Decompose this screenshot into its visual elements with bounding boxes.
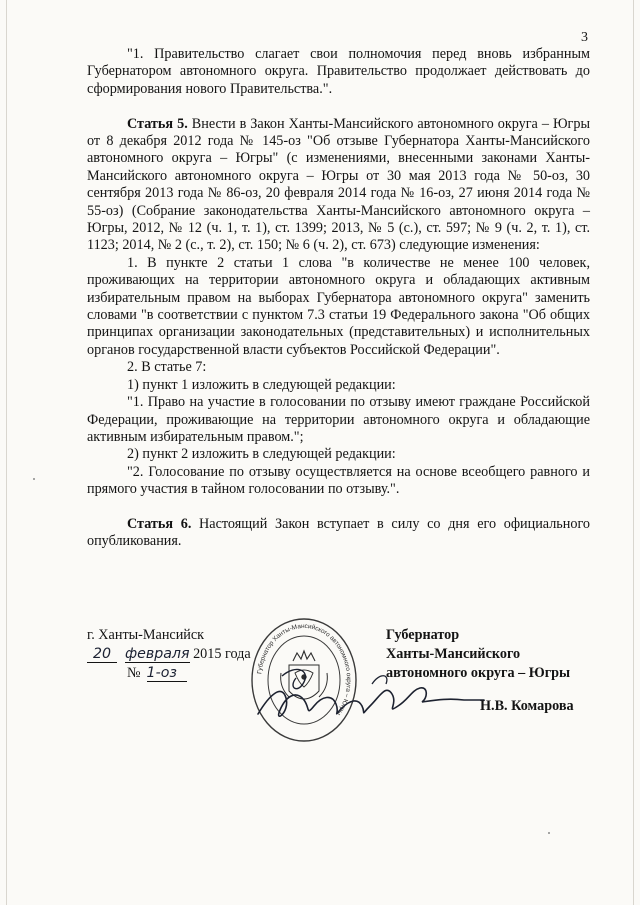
paragraph-point-1-text: "1. Право на участие в голосовании по отзыву имеют граждане Российской Федерации, проживающие на территории автономного округа и обладающие активным избирательным правом."; — [87, 394, 590, 445]
seal-text: Губернатор Ханты-Мансийского автономного округа – Югры — [256, 622, 353, 717]
governor-title-line1: Губернатор — [386, 627, 460, 643]
paragraph-point-2-text: "2. Голосование по отзыву осуществляется на основе всеобщего равного и прямого участия в тайном голосовании по отзыву.". — [87, 463, 590, 498]
law-number — [87, 664, 267, 683]
signing-date — [87, 645, 267, 664]
paragraph-point-2-heading: 2) пункт 2 изложить в следующей редакции: — [127, 446, 396, 463]
article-6-heading: Статья 6. — [127, 515, 192, 532]
scan-left-edge — [6, 0, 7, 905]
paragraph-point-1-heading: 1) пункт 1 изложить в следующей редакции: — [127, 376, 396, 393]
governor-title-line3: автономного округа – Югры — [386, 665, 571, 681]
paragraph-article-6: Статья 6. Настоящий Закон вступает в силу со дня его официального опубликования. — [87, 515, 591, 550]
paragraph-amendment-1: 1. В пункте 2 статьи 1 слова "в количестве не менее 100 человек, проживающих на территории автономного округа и обладающих активным избирательным правом на выборах Губернатора автономного округа" заменить словами "в соответствии с пунктом 7.3 статьи 19 Федерального закона "Об общих принципах организации законодательных (представительных) и исполнительных органов государственной власти субъектов Российской Федерации". — [87, 254, 590, 358]
scan-right-edge — [633, 0, 634, 905]
paragraph-article-5: Статья 5. Внести в Закон Ханты-Мансийского автономного округа – Югры от 8 декабря 2012 года № 145-оз "Об отзыве Губернатора Ханты-Мансийского автономного округа – Югры" (с изменениями, внесенными законами Ханты-Мансийского автономного округа – Югры от 30 мая 2013 года № 50-оз, 30 сентября 2013 года № 86-оз, 20 февраля 2014 года № 16-оз, 27 июня 2014 года № 55-оз) (Собрание законодательства Ханты-Мансийского автономного округа – Югры, 2012, № 12 (ч. 1, т. 1), ст. 1399; 2013, № 5 (с.), ст. 597; № 9 (ч. 2, т. 1), ст. 1123; 2014, № 2 (с., т. 2), ст. 150; № 6 (ч. 2), ст. 673) следующие изменения: — [87, 115, 591, 254]
scan-speck — [33, 478, 35, 480]
number-value: 1-оз — [147, 665, 187, 682]
governor-title-line2: Ханты-Мансийского — [386, 646, 521, 662]
date-year: 2015 года — [193, 646, 251, 662]
paragraph-amendment-2: 2. В статье 7: — [127, 359, 207, 376]
scan-speck — [548, 832, 550, 834]
governor-name: Н.В. Комарова — [480, 698, 574, 714]
handwritten-signature — [252, 654, 490, 746]
number-prefix: № — [127, 665, 141, 681]
date-month: февраля — [125, 646, 190, 662]
city: г. Ханты-Мансийск — [87, 627, 205, 643]
date-day: 20 — [87, 646, 117, 663]
article-5-heading: Статья 5. — [127, 115, 188, 132]
place-and-date-block — [87, 626, 267, 683]
paragraph-government-powers: "1. Правительство слагает свои полномочия перед вновь избранным Губернатором автономного округа. Правительство продолжает действовать до сформирования нового Правительства.". — [87, 46, 590, 97]
law-body — [87, 46, 590, 551]
page-number: 3 — [581, 30, 588, 45]
